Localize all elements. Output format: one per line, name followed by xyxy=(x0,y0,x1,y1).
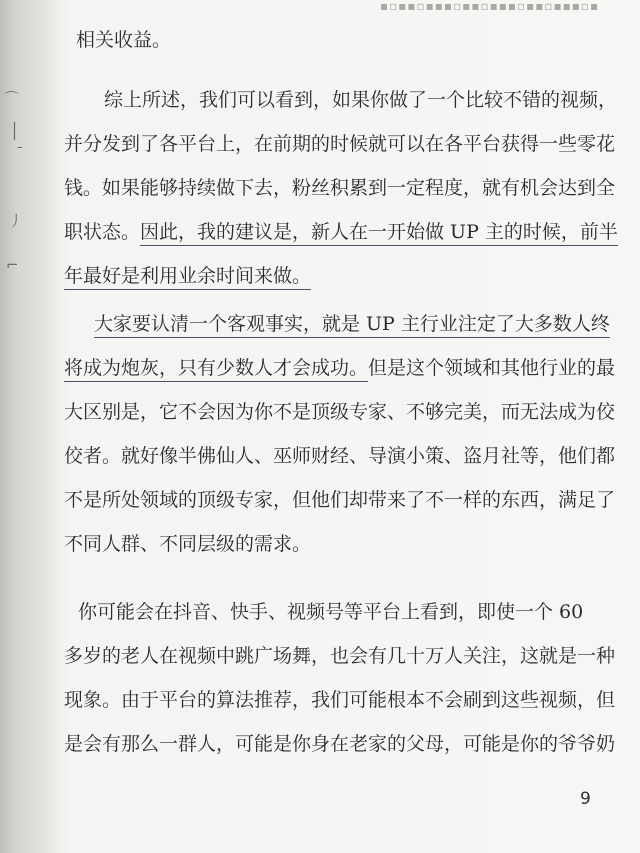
text-segment: 不同人群、不同层级的需求。 xyxy=(64,533,312,555)
text-segment: 并分发到了各平台上，在前期的时候就可以在各平台获得一些零花 xyxy=(64,133,616,155)
text-line xyxy=(64,730,615,758)
text-segment: 多岁的老人在视频中跳广场舞，也会有几十万人关注，这就是一种 xyxy=(64,645,616,667)
text-segment: 相关收益。 xyxy=(76,29,172,51)
text-segment: 你可能会在抖音、快手、视频号等平台上看到，即使一个 60 xyxy=(78,601,584,623)
text-segment: 但是这个领域和其他行业的最 xyxy=(368,357,616,379)
text-segment: 现象。由于平台的算法推荐，我们可能根本不会刷到这些视频，但 xyxy=(64,689,616,711)
text-line xyxy=(78,598,583,626)
text-line xyxy=(94,310,610,338)
underlined-text: 大家要认清一个客观事实，就是 UP 主行业注定了大多数人终 xyxy=(94,313,610,338)
text-segment: 职状态。 xyxy=(64,221,141,243)
text-line xyxy=(104,86,617,114)
facing-page-edge xyxy=(0,0,60,853)
text-line xyxy=(76,26,171,54)
text-segment: 是会有那么一群人，可能是你身在老家的父母，可能是你的爷爷奶 xyxy=(64,733,616,755)
text-line xyxy=(64,486,615,514)
text-line xyxy=(64,262,311,290)
text-segment: 不是所处领域的顶级专家，但他们却带来了不一样的东西，满足了 xyxy=(64,489,616,511)
text-segment: 佼者。就好像半佛仙人、巫师财经、导演小策、盗月社等，他们都 xyxy=(64,445,616,467)
text-line xyxy=(64,686,615,714)
text-line xyxy=(64,530,311,558)
text-segment: 综上所述，我们可以看到，如果你做了一个比较不错的视频， xyxy=(104,89,618,111)
text-line xyxy=(64,642,615,670)
show-through-text: ▪▫▪▪▫▪▪▪▫▪▪▫▪▪▪▫▪▪▫▪▪▪▫▪ xyxy=(380,0,600,13)
bleed-mark: │ xyxy=(10,122,20,140)
text-line xyxy=(64,174,615,202)
underlined-text: 将成为炮灰，只有少数人才会成功。 xyxy=(64,357,368,382)
text-line xyxy=(64,354,615,382)
text-segment: 钱。如果能够持续做下去，粉丝积累到一定程度，就有机会达到全 xyxy=(64,177,616,199)
underlined-text: 因此，我的建议是，新人在一开始做 UP 主的时候，前半 xyxy=(140,221,618,246)
bleed-mark: ⌐ xyxy=(6,256,19,274)
page-number: 9 xyxy=(580,789,591,809)
bleed-mark: ⌒ xyxy=(4,90,20,108)
text-line xyxy=(64,218,618,246)
underlined-text: 年最好是利用业余时间来做。 xyxy=(64,265,311,290)
text-segment: 大区别是，它不会因为你不是顶级专家、不够完美，而无法成为佼 xyxy=(64,401,616,423)
text-line xyxy=(64,130,615,158)
bleed-mark: ˉ xyxy=(16,144,24,162)
text-line xyxy=(64,398,615,426)
text-line xyxy=(64,442,615,470)
bleed-mark: 丿 xyxy=(8,212,24,230)
